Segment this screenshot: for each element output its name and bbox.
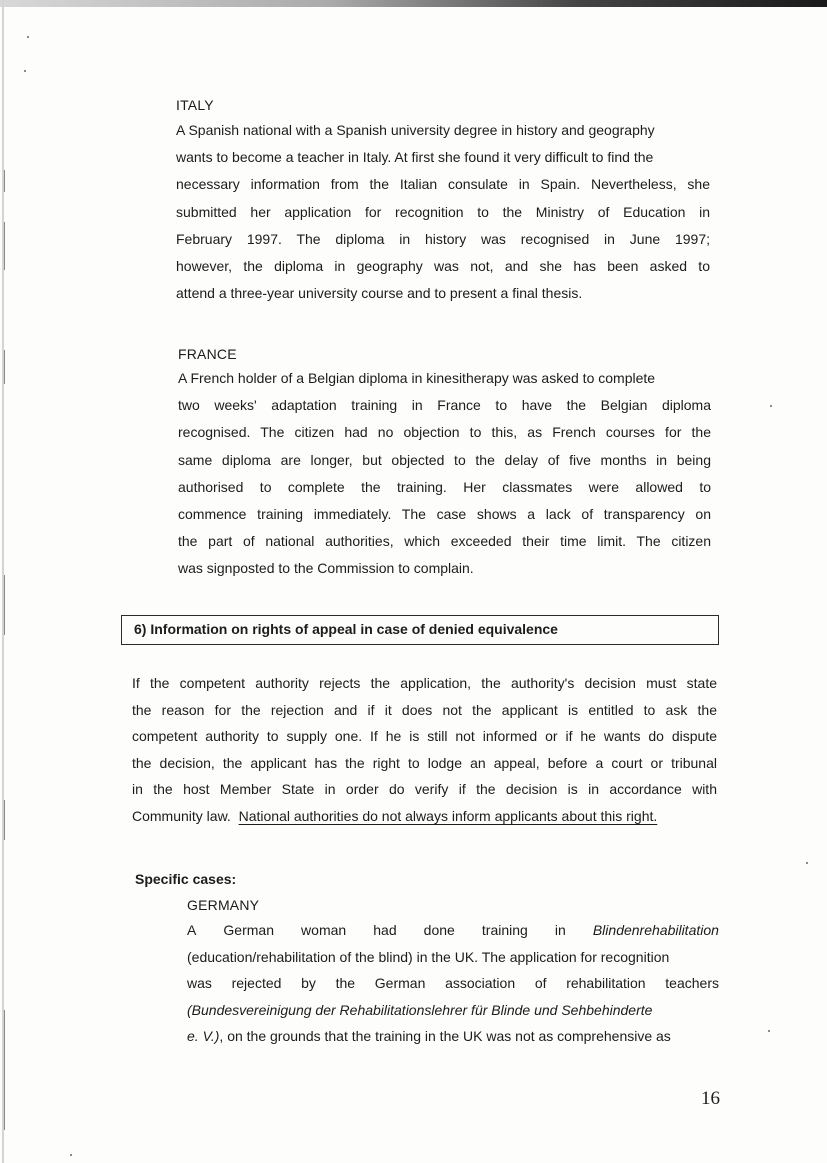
france-line: commence training immediately. The case shows a lack of transparency on (178, 505, 711, 522)
italy-line: wants to become a teacher in Italy. At first she found it very difficult to find the (176, 149, 654, 166)
germany-line: was rejected by the German association of rehabilitation teachers (187, 975, 719, 992)
france-line: recognised. The citizen had no objection to this, as French courses for the (178, 424, 711, 441)
appeal-line: competent authority to supply one. If he is still not informed or if he wants do dispute (132, 728, 717, 745)
italy-line: February 1997. The diploma in history was recognised in June 1997; (176, 230, 710, 247)
france-line: two weeks' adaptation training in France to have the Belgian diploma (178, 397, 711, 414)
scan-speck (806, 862, 808, 864)
scan-top-edge (0, 0, 827, 7)
france-line: same diploma are longer, but objected to the delay of five months in being (178, 451, 711, 468)
word: German (223, 922, 274, 938)
appeal-underlined-sentence: National authorities do not always inform applicants about this right. (238, 807, 658, 824)
appeal-line: If the competent authority rejects the application, the authority's decision must state (132, 675, 717, 691)
word: had (373, 922, 397, 938)
germany-heading: GERMANY (187, 897, 260, 913)
italic-term: e. V.) (187, 1028, 220, 1045)
italic-term: Blindenrehabilitation (592, 922, 719, 938)
scan-speck (27, 36, 29, 38)
appeal-paragraph (132, 670, 717, 830)
scan-speck (768, 1030, 770, 1032)
france-paragraph (178, 365, 711, 583)
italy-paragraph (176, 117, 710, 307)
germany-line-rest: , on the grounds that the training in the UK was not as comprehensive as (219, 1028, 671, 1045)
italy-heading: ITALY (176, 97, 214, 113)
france-line: was signposted to the Commission to complain. (178, 560, 474, 577)
appeal-line: in the host Member State in order do verify if the decision is in accordance with (132, 781, 717, 798)
scan-speck (70, 1154, 72, 1156)
scan-mark (4, 575, 5, 635)
germany-paragraph (187, 917, 719, 1050)
italy-line: attend a three-year university course and to present a final thesis. (176, 285, 583, 302)
germany-line: (education/rehabilitation of the blind) in the UK. The application for recognition (187, 948, 670, 965)
appeal-line: the reason for the rejection and if it does not the applicant is entitled to ask the (132, 701, 717, 718)
word: woman (301, 922, 347, 938)
scan-mark (4, 1010, 5, 1130)
germany-line (187, 1023, 719, 1050)
word: in (554, 922, 566, 938)
section-title: 6) Information on rights of appeal in case of denied equivalence (134, 621, 558, 637)
appeal-line (132, 803, 717, 830)
scan-speck (770, 405, 772, 407)
specific-cases-heading: Specific cases: (135, 871, 237, 887)
italy-line: A Spanish national with a Spanish university degree in history and geography (176, 122, 655, 138)
page-number: 16 (701, 1088, 720, 1109)
france-line: authorised to complete the training. Her classmates were allowed to (178, 478, 711, 495)
scan-mark (4, 350, 5, 384)
scan-speck (24, 70, 26, 72)
italic-term: (Bundesvereinigung der Rehabilitationslehrer für Blinde und Sehbehinderte (187, 1001, 653, 1018)
scan-mark (4, 222, 5, 270)
appeal-line: the decision, the applicant has the right to lodge an appeal, before a court or tribunal (132, 754, 717, 771)
italy-line: however, the diploma in geography was not, and she has been asked to (176, 257, 710, 274)
germany-line (187, 997, 719, 1024)
scan-mark (4, 170, 5, 192)
word: training (481, 922, 528, 938)
appeal-last-start: Community law. (132, 807, 231, 824)
france-heading: FRANCE (178, 346, 237, 362)
section-heading-box (121, 615, 719, 645)
word: A (187, 922, 197, 938)
word: done (423, 922, 455, 938)
germany-line (187, 917, 719, 944)
france-line: the part of national authorities, which exceeded their time limit. The citizen (178, 533, 711, 550)
france-line: A French holder of a Belgian diploma in kinesitherapy was asked to complete (178, 370, 656, 386)
italy-line: necessary information from the Italian consulate in Spain. Nevertheless, she (176, 176, 710, 193)
scan-mark (4, 800, 5, 840)
italy-line: submitted her application for recognition to the Ministry of Education in (176, 203, 710, 220)
